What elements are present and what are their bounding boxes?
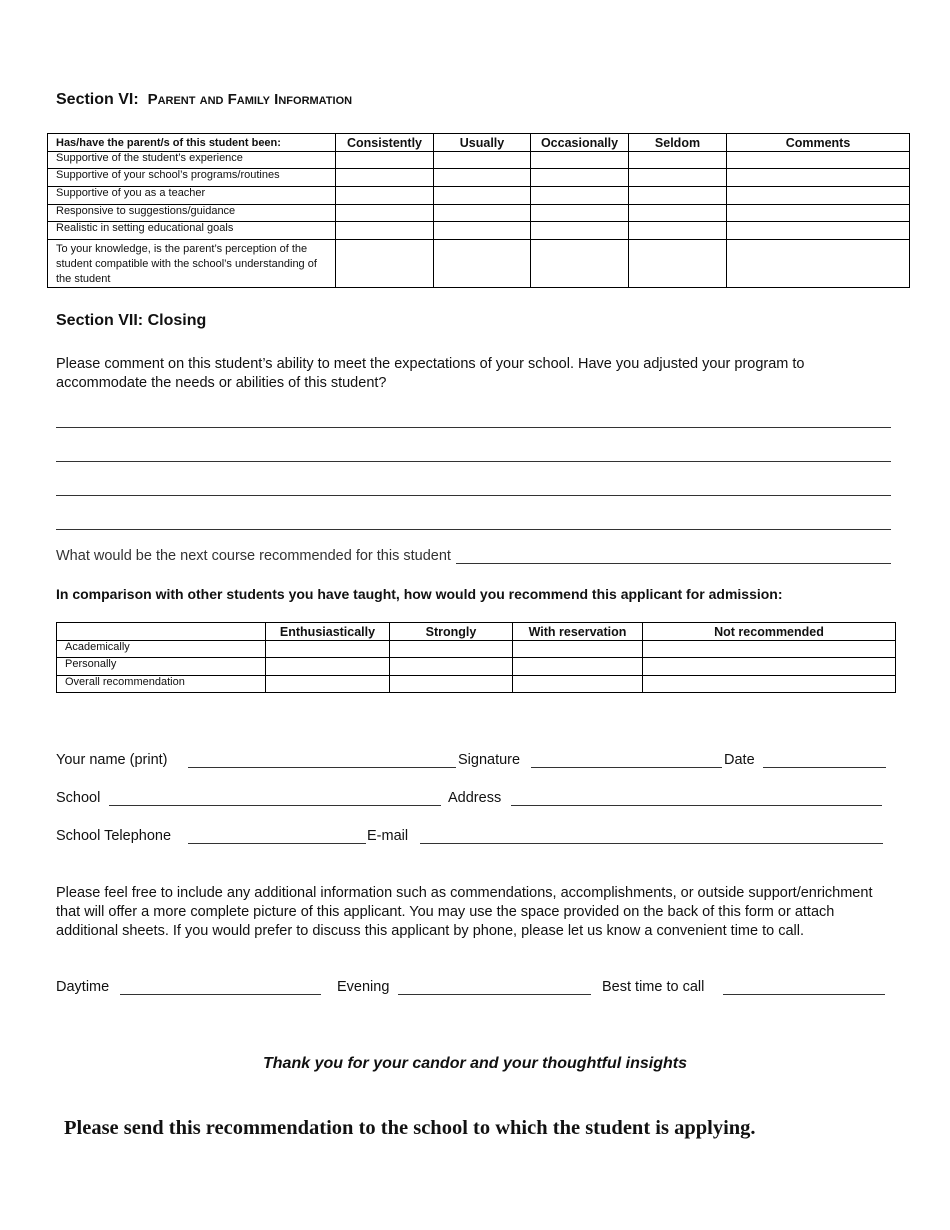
- parent-table-header-usually: Usually: [434, 134, 531, 152]
- send-instruction: Please send this recommendation to the school to which the student is applying.: [64, 1117, 756, 1139]
- parent-table-header-seldom: Seldom: [629, 134, 727, 152]
- rating-cell[interactable]: [434, 152, 531, 169]
- additional-info: Please feel free to include any additional information such as commendations, accomplishments, or outside support/enrichment that will offer a more complete picture of this applicant. You may use the space provided on the back of this form or attach additional sheets. If you would prefer to discuss this applicant by phone, please let us know a convenient time to call.: [56, 885, 873, 939]
- rating-cell[interactable]: [643, 658, 896, 676]
- daytime-input[interactable]: [120, 994, 321, 995]
- parent-table-header-consistently: Consistently: [336, 134, 434, 152]
- parent-row-label: Responsive to suggestions/guidance: [48, 205, 336, 222]
- answer-line[interactable]: [56, 461, 891, 462]
- rating-cell[interactable]: [336, 152, 434, 169]
- recommendation-table: [56, 622, 896, 693]
- date-input[interactable]: [763, 767, 886, 768]
- your-name-input[interactable]: [188, 767, 456, 768]
- recommendation-header-strongly: Strongly: [390, 623, 513, 641]
- recommendation-header-row: [57, 623, 896, 641]
- recommendation-header-not-recommended: Not recommended: [643, 623, 896, 641]
- comparison-question: In comparison with other students you have taught, how would you recommend this applicant for admission:: [56, 586, 783, 602]
- comment-cell[interactable]: [727, 222, 910, 240]
- rating-cell[interactable]: [434, 240, 531, 288]
- section6-heading: [56, 91, 352, 109]
- school-label: School: [56, 790, 101, 806]
- rating-cell[interactable]: [390, 658, 513, 676]
- email-input[interactable]: [420, 843, 883, 844]
- rating-cell[interactable]: [629, 240, 727, 288]
- parent-row-label: Supportive of your school’s programs/routines: [48, 169, 336, 187]
- rating-cell[interactable]: [629, 169, 727, 187]
- best-time-label: Best time to call: [602, 979, 705, 995]
- table-row: [48, 240, 910, 288]
- recommendation-header-blank: [57, 623, 266, 641]
- signature-label: Signature: [458, 752, 521, 768]
- address-label: Address: [448, 790, 502, 806]
- rating-cell[interactable]: [629, 187, 727, 205]
- recommendation-header-with-reservation: With reservation: [513, 623, 643, 641]
- rating-cell[interactable]: [434, 222, 531, 240]
- rating-cell[interactable]: [434, 187, 531, 205]
- parent-row-label: Supportive of the student’s experience: [48, 152, 336, 169]
- section6-title-main: Parent and Family Information: [147, 91, 353, 108]
- table-row: [48, 169, 910, 187]
- rating-cell[interactable]: [390, 676, 513, 693]
- comment-cell[interactable]: [727, 205, 910, 222]
- comment-cell[interactable]: [727, 169, 910, 187]
- evening-label: Evening: [337, 979, 390, 995]
- rating-cell[interactable]: [434, 205, 531, 222]
- telephone-label: School Telephone: [56, 828, 172, 844]
- rating-cell[interactable]: [643, 641, 896, 658]
- rating-cell[interactable]: [513, 658, 643, 676]
- parent-table-header-question: Has/have the parent/s of this student been:: [48, 134, 336, 152]
- next-course-input[interactable]: [456, 563, 891, 564]
- signature-input[interactable]: [531, 767, 722, 768]
- rating-cell[interactable]: [643, 676, 896, 693]
- recommendation-row-label: Academically: [57, 641, 266, 658]
- school-input[interactable]: [109, 805, 441, 806]
- rating-cell[interactable]: [336, 169, 434, 187]
- recommendation-header-enthusiastically: Enthusiastically: [266, 623, 390, 641]
- rating-cell[interactable]: [531, 152, 629, 169]
- parent-info-table: [47, 133, 910, 288]
- parent-table-header-comments: Comments: [727, 134, 910, 152]
- rating-cell[interactable]: [531, 169, 629, 187]
- telephone-input[interactable]: [188, 843, 366, 844]
- rating-cell[interactable]: [266, 676, 390, 693]
- closing-question: Please comment on this student’s ability to meet the expectations of your school. Have you adjusted your program to accommodate the needs or abilities of this student?: [56, 356, 805, 391]
- rating-cell[interactable]: [266, 658, 390, 676]
- rating-cell[interactable]: [629, 205, 727, 222]
- rating-cell[interactable]: [513, 641, 643, 658]
- table-row: [48, 205, 910, 222]
- section6-title-prefix: Section VI:: [56, 91, 139, 108]
- table-row: [57, 641, 896, 658]
- rating-cell[interactable]: [629, 222, 727, 240]
- answer-line[interactable]: [56, 529, 891, 530]
- parent-row-label: Supportive of you as a teacher: [48, 187, 336, 205]
- best-time-input[interactable]: [723, 994, 885, 995]
- rating-cell[interactable]: [434, 169, 531, 187]
- rating-cell[interactable]: [336, 240, 434, 288]
- thank-you-note: Thank you for your candor and your thoughtful insights: [263, 1055, 687, 1072]
- rating-cell[interactable]: [266, 641, 390, 658]
- parent-row-label: Realistic in setting educational goals: [48, 222, 336, 240]
- rating-cell[interactable]: [336, 187, 434, 205]
- comment-cell[interactable]: [727, 152, 910, 169]
- answer-line[interactable]: [56, 427, 891, 428]
- rating-cell[interactable]: [336, 205, 434, 222]
- your-name-label: Your name (print): [56, 752, 168, 768]
- parent-table-header-row: [48, 134, 910, 152]
- table-row: [48, 222, 910, 240]
- daytime-label: Daytime: [56, 979, 110, 995]
- comment-cell[interactable]: [727, 187, 910, 205]
- rating-cell[interactable]: [531, 205, 629, 222]
- evening-input[interactable]: [398, 994, 591, 995]
- table-row: [57, 676, 896, 693]
- table-row: [48, 152, 910, 169]
- parent-row-label: To your knowledge, is the parent’s perception of the student compatible with the school’s understanding of the student: [48, 240, 336, 288]
- rating-cell[interactable]: [336, 222, 434, 240]
- parent-table-header-occasionally: Occasionally: [531, 134, 629, 152]
- rating-cell[interactable]: [531, 240, 629, 288]
- rating-cell[interactable]: [629, 152, 727, 169]
- answer-line[interactable]: [56, 495, 891, 496]
- rating-cell[interactable]: [390, 641, 513, 658]
- rating-cell[interactable]: [513, 676, 643, 693]
- date-label: Date: [724, 752, 755, 768]
- email-label: E-mail: [367, 828, 409, 844]
- comment-cell[interactable]: [727, 240, 910, 288]
- table-row: [57, 658, 896, 676]
- recommendation-row-label: Personally: [57, 658, 266, 676]
- next-course-label: What would be the next course recommended for this student: [56, 548, 451, 564]
- table-row: [48, 187, 910, 205]
- rating-cell[interactable]: [531, 187, 629, 205]
- recommendation-row-label: Overall recommendation: [57, 676, 266, 693]
- address-input[interactable]: [511, 805, 882, 806]
- section7-title: Section VII: Closing: [56, 312, 207, 329]
- rating-cell[interactable]: [531, 222, 629, 240]
